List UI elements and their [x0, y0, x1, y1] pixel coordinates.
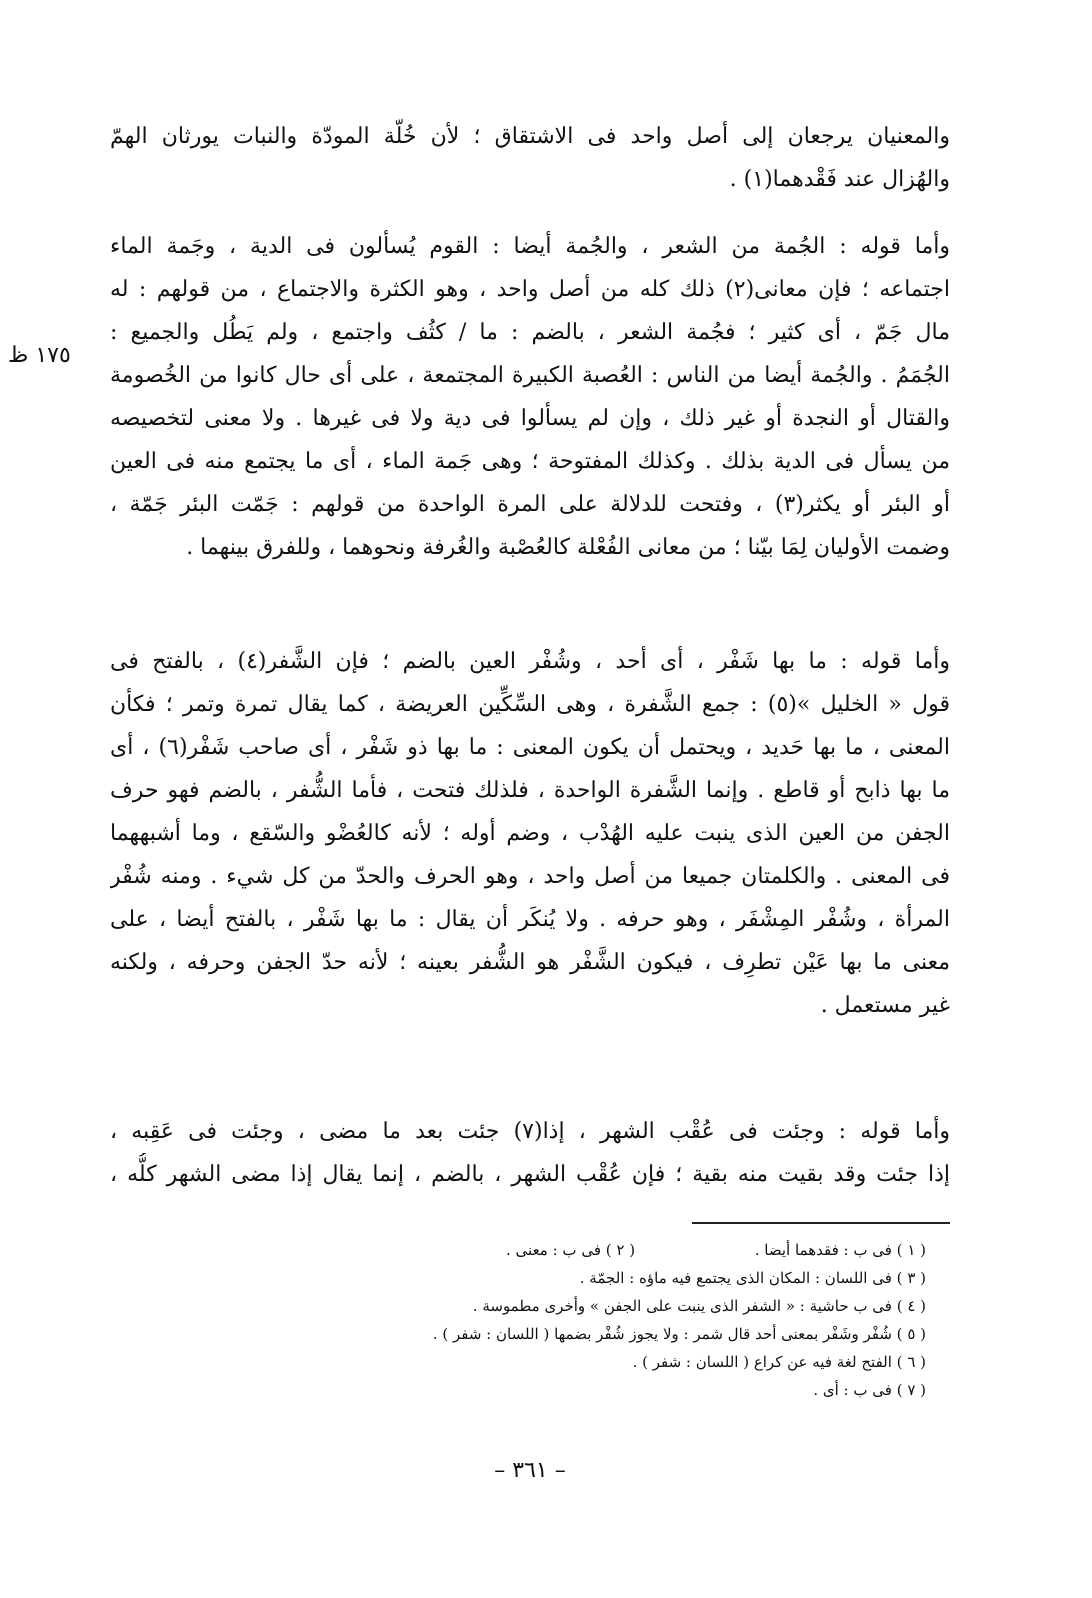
page-number: – ٣٦١ –: [494, 1458, 566, 1483]
footnote-separator: [692, 1222, 950, 1224]
text-line: وأما قوله : وجئت فى عُقْب الشهر ، إذا(٧) جئت بعد ما مضى ، وجئت فى عَقِبه ،: [110, 1119, 950, 1144]
footnote-5: ( ٥ ) شُفْر وشَفْر بمعنى أحد قال شمر : ولا يجوز شُفْر بضمها ( اللسان : شفر ) .: [432, 1325, 926, 1343]
text-line: وأما قوله : الجُمة من الشعر ، والجُمة أيضا : القوم يُسألون فى الدية ، وجَمة الماء: [110, 234, 950, 259]
text-line: والمعنيان يرجعان إلى أصل واحد فى الاشتقاق ؛ لأن خُلّة المودّة والنبات يورثان الهمّ: [110, 124, 950, 149]
footnotes: [300, 1236, 926, 1404]
text-line: والقتال أو النجدة أو غير ذلك ، وإن لم يسألوا فى دية ولا فى غيرها . ولا معنى لتخصيصه: [110, 406, 950, 431]
text-line: الجُمَمُ . والجُمة أيضا من الناس : العُصبة الكبيرة المجتمعة ، على أى حال كانوا من الخُصومة: [110, 363, 950, 388]
footnote-2: ( ٢ ) فى ب : معنى .: [506, 1241, 636, 1259]
footnote-7: ( ٧ ) فى ب : أى .: [813, 1381, 926, 1399]
footnote-6: ( ٦ ) الفتح لغة فيه عن كراع ( اللسان : شفر ) .: [632, 1353, 926, 1371]
text-line: من يسأل فى الدية بذلك . وكذلك المفتوحة ؛ وهى جَمة الماء ، أى ما يجتمع منه فى العين: [110, 449, 950, 474]
text-line: المعنى ، ما بها حَديد ، ويحتمل أن يكون المعنى : ما بها ذو شَفْر ، أى صاحب شَفْر(٦) ، أى: [110, 735, 950, 760]
footnote-1: ( ١ ) فى ب : فقدهما أيضا .: [754, 1241, 926, 1259]
text-line: وأما قوله : ما بها شَفْر ، أى أحد ، وشُفْر العين بالضم ؛ فإن الشَّفر(٤) ، بالفتح فى: [110, 649, 950, 674]
text-line: قول « الخليل »(٥) : جمع الشَّفرة ، وهى السِّكِّين العريضة ، كما يقال تمرة وتمر ؛ فكأن: [110, 692, 950, 717]
text-line: غير مستعمل .: [820, 993, 950, 1018]
footnote-row: [506, 1236, 926, 1264]
footnote-4: ( ٤ ) فى ب حاشية : « الشفر الذى ينبت على الجفن » وأخرى مطموسة .: [472, 1297, 926, 1315]
text-line: فى المعنى . والكلمتان جميعا من أصل واحد ، وهو الحرف والحدّ من كل شيء . ومنه شُفْر: [110, 864, 950, 889]
text-line: مال جَمّ ، أى كثير ؛ فجُمة الشعر ، بالضم : ما / كثُف واجتمع ، ولم يَطُل والجميع :: [110, 320, 950, 345]
text-line: إذا جئت وقد بقيت منه بقية ؛ فإن عُقْب الشهر ، بالضم ، إنما يقال إذا مضى الشهر كلُّه ،: [110, 1162, 950, 1187]
text-line: معنى ما بها عَيْن تطرِف ، فيكون الشَّفْر هو الشُّفر بعينه ؛ لأنه حدّ الجفن وحرفه ، ولكنه: [110, 950, 950, 975]
text-line: ما بها ذابح أو قاطع . وإنما الشَّفرة الواحدة ، فلذلك فتحت ، فأما الشُّفر ، بالضم فهو حرف: [110, 778, 950, 803]
text-line: الجفن من العين الذى ينبت عليه الهُدْب ، وضم أوله ؛ لأنه كالعُضْو والسّقع ، وما أشبههما: [110, 821, 950, 846]
text-line: أو البئر أو يكثر(٣) ، وفتحت للدلالة على المرة الواحدة من قولهم : جَمّت البئر جَمّة ،: [110, 492, 950, 517]
footnote-3: ( ٣ ) فى اللسان : المكان الذى يجتمع فيه ماؤه : الجمّة .: [579, 1269, 926, 1287]
folio-margin-note: ١٧٥ ظ: [8, 343, 71, 368]
paragraph-3: [110, 640, 950, 1027]
text-line: والهُزال عند فَقْدهما(١) .: [729, 167, 950, 192]
paragraph-4: [110, 1110, 950, 1196]
paragraph-2: [110, 225, 950, 569]
text-line: اجتماعه ؛ فإن معانى(٢) ذلك كله من أصل واحد ، وهو الكثرة والاجتماع ، من قولهم : له: [110, 277, 950, 302]
text-line: وضمت الأوليان لِمَا بيّنا ؛ من معانى الفُعْلة كالعُصْبة والغُرفة ونحوهما ، وللفرق بينهما .: [186, 535, 950, 560]
paragraph-1: [110, 115, 950, 201]
text-line: المرأة ، وشُفْر المِشْفَر ، وهو حرفه . ولا يُنكَر أن يقال : ما بها شَفْر ، بالفتح أيضا ، على: [110, 907, 950, 932]
